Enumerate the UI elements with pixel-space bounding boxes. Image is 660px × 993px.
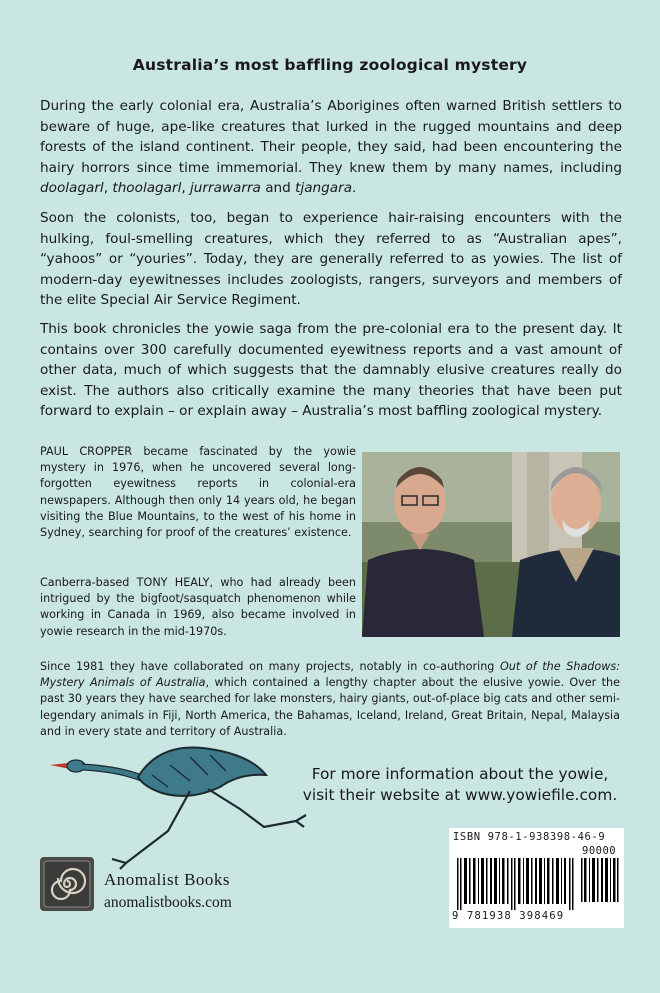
name-thoolagarl: thoolagarl: [112, 180, 182, 196]
text-run: and: [260, 180, 296, 196]
info-line-2: visit their website at www.yowiefile.com.: [302, 786, 618, 804]
paragraph-book-summary: This book chronicles the yowie saga from the pre-colonial era to the present day. It contains over 300 carefully documented eyewitness reports and a vast amount of other data, much of which suggests that the damnably elusive creatures really do exist. The authors also critically examine the many theories that have been put forward to explain – or explain away – Australia’s most baffling zoological mystery.: [40, 321, 622, 419]
text-run: Since 1981 they have collaborated on many projects, notably in co-authoring: [40, 660, 500, 673]
text-run: .: [352, 180, 357, 196]
isbn-label: ISBN 978-1-938398-46-9: [453, 831, 606, 843]
info-line-1: For more information about the yowie,: [311, 765, 609, 783]
price-code: 90000: [582, 845, 617, 857]
publisher-name: Anomalist Books: [104, 870, 231, 889]
text-run: ,: [103, 180, 113, 196]
name-jurrawarra: jurrawarra: [190, 180, 261, 196]
name-doolagarl: doolagarl: [40, 180, 104, 196]
price-barcode-bars: [581, 858, 619, 902]
paragraph-colonists: Soon the colonists, too, began to experience hair-raising encounters with the hulking, foul-smelling creatures, which they referred to as “Australian apes”, “yahoos” or “youries”. Today, they are generally referred to as yowies. The list of modern-day eyewitnesses includes zoologists, rangers, surveyors and members of the elite Special Air Service Regiment.: [40, 210, 622, 308]
barcode-bars: [457, 858, 575, 910]
text-run: During the early colonial era, Australia’s Aborigines often warned British settlers to beware of huge, ape-like creatures that lurked in the rugged mountains and deep forests of the island continent. Their people, they said, had been encountering the hairy horrors since time immemorial. They knew them by many names, including: [40, 98, 622, 176]
text-run: , which contained a lengthy chapter about the elusive yowie. Over the past 30 years they have searched for lake monsters, hairy giants, out-of-place big cats and other semi-legendary animals in Fiji, North America, the Bahamas, Iceland, Ireland, Great Britain, Nepal, Malaysia and in every state and territory of Australia.: [40, 676, 621, 738]
back-cover-heading: Australia’s most baffling zoological mystery: [132, 56, 528, 74]
publisher-url[interactable]: anomalistbooks.com: [104, 894, 232, 911]
website-info: [295, 764, 625, 806]
name-tjangara: tjangara: [295, 180, 353, 196]
paragraph-aborigines: [40, 96, 622, 199]
author-bio-paul-cropper: PAUL CROPPER became fascinated by the yowie mystery in 1976, when he uncovered several long-forgotten eyewitness reports in colonial-era newspapers. Although then only 14 years old, he began visiting the Blue Mountains, to the west of his home in Sydney, searching for proof of the creatures’ existence.: [40, 445, 356, 540]
isbn-digits: 9 781938 398469: [452, 910, 565, 922]
text-run: ,: [181, 180, 191, 196]
authors-photo: [362, 452, 620, 637]
book-title-reference: Out of the Shadows: Mystery Animals of Australia: [40, 660, 620, 690]
bird-illustration: [40, 735, 310, 870]
isbn-barcode: [449, 828, 624, 928]
publisher-logo-icon: [40, 857, 94, 911]
collaboration-paragraph: [40, 659, 620, 740]
author-bio-tony-healy: Canberra-based TONY HEALY, who had already been intrigued by the bigfoot/sasquatch phenomenon while working in Canada in 1969, also became involved in yowie research in the mid-1970s.: [40, 576, 356, 638]
